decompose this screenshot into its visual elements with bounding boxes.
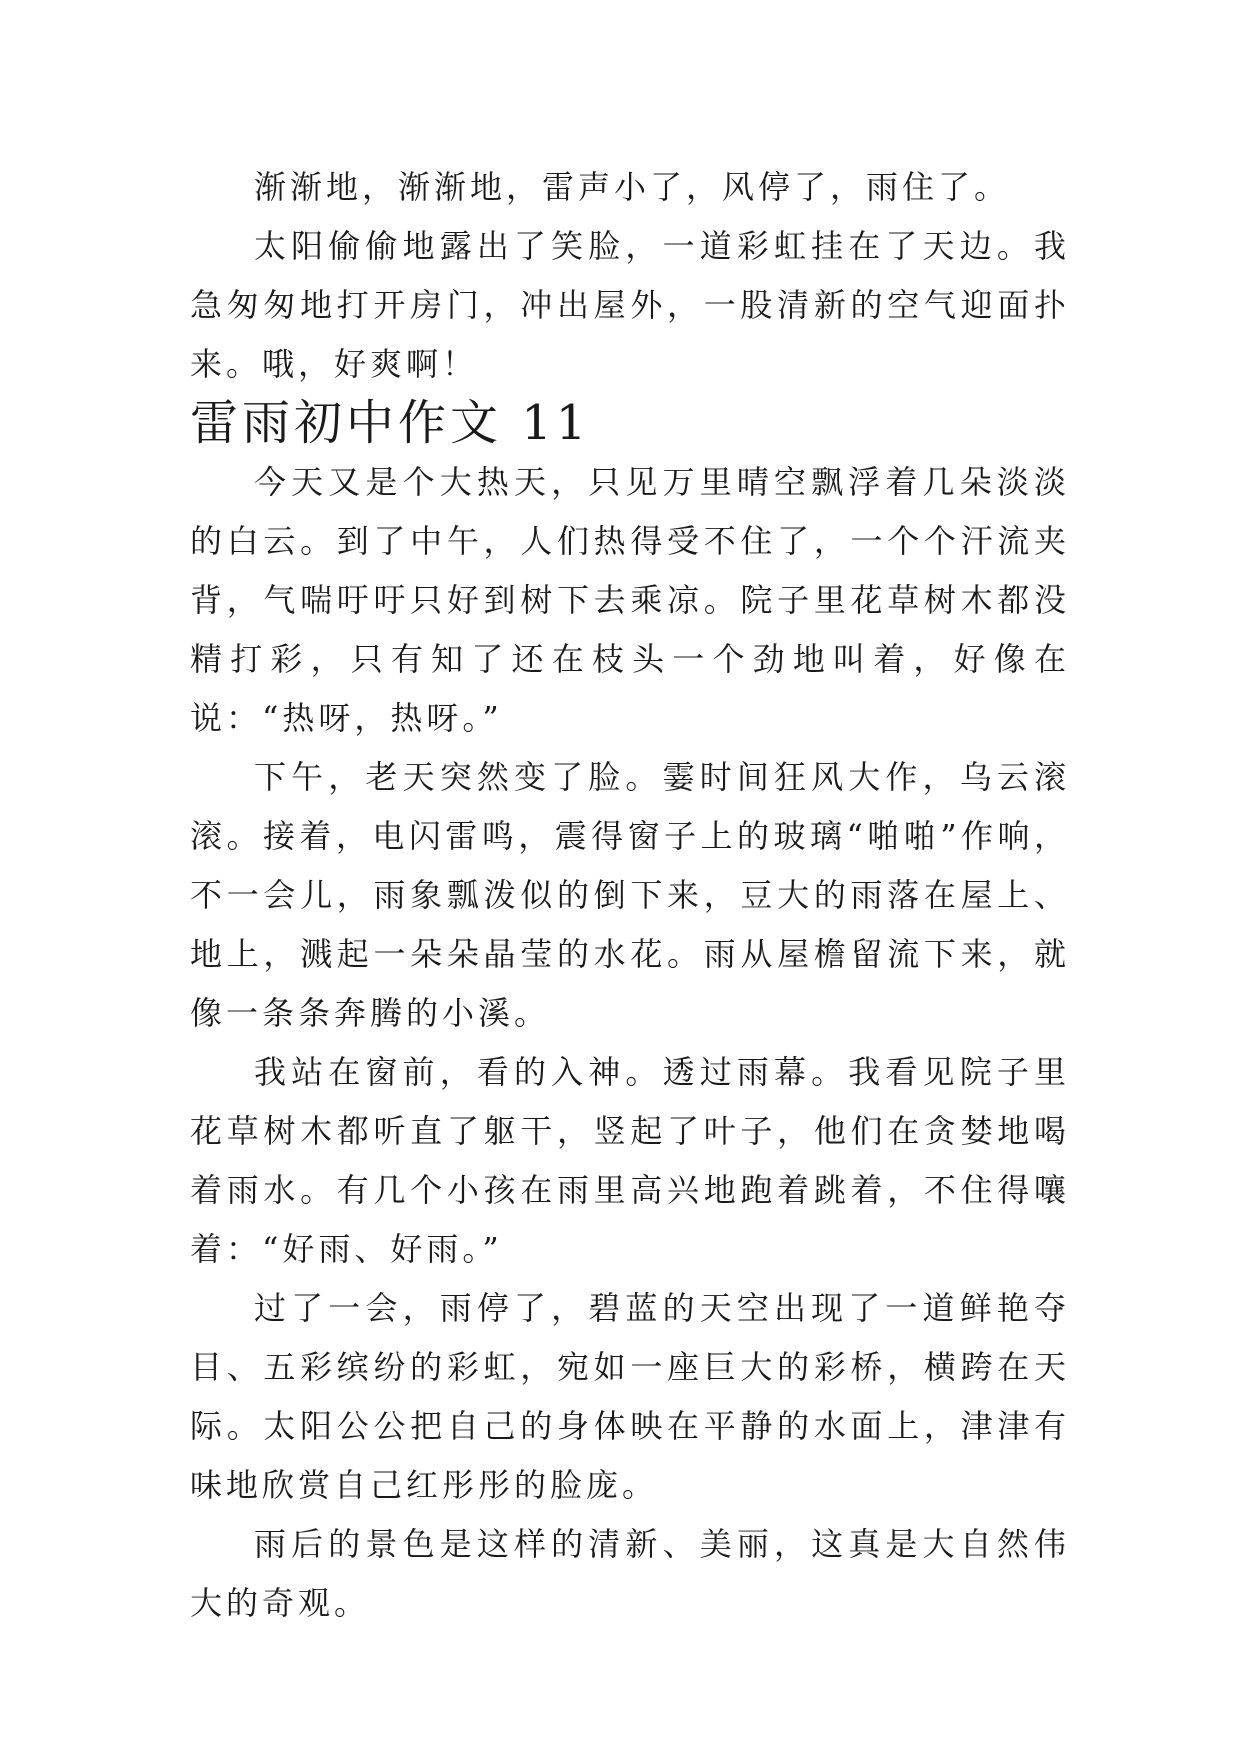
paragraph: 雨后的景色是这样的清新、美丽，这真是大自然伟大的奇观。 (190, 1525, 1070, 1622)
paragraph: 过了一会，雨停了，碧蓝的天空出现了一道鲜艳夺目、五彩缤纷的彩虹，宛如一座巨大的彩桥，横跨在天际。太阳公公把自己的身体映在平静的水面上，津津有味地欣赏自己红彤彤的脸庞。 (190, 1289, 1070, 1504)
paragraph: 渐渐地，渐渐地，雷声小了，风停了，雨住了。 (254, 168, 1011, 206)
paragraph: 下午，老天突然变了脸。霎时间狂风大作，乌云滚滚。接着，电闪雷鸣，震得窗子上的玻璃“啪啪”作响，不一会儿，雨象瓢泼似的倒下来，豆大的雨落在屋上、地上，溅起一朵朵晶莹的水花。雨从屋檐留流下来，就像一条条奔腾的小溪。 (190, 758, 1070, 1032)
paragraph: 今天又是个大热天，只见万里晴空飘浮着几朵淡淡的白云。到了中午，人们热得受不住了，一个个汗流夹背，气喘吁吁只好到树下去乘凉。院子里花草树木都没精打彩，只有知了还在枝头一个劲地叫着，好像在说：“热呀，热呀。” (190, 463, 1070, 737)
document-body (190, 158, 1070, 1633)
paragraph: 我站在窗前，看的入神。透过雨幕。我看见院子里花草树木都听直了躯干，竖起了叶子，他们在贪婪地喝着雨水。有几个小孩在雨里高兴地跑着跳着，不住得嚷着：“好雨、好雨。” (190, 1053, 1070, 1268)
section-title: 雷雨初中作文 11 (190, 395, 591, 451)
paragraph: 太阳偷偷地露出了笑脸，一道彩虹挂在了天边。我急匆匆地打开房门，冲出屋外，一股清新的空气迎面扑来。哦，好爽啊！ (190, 227, 1070, 383)
